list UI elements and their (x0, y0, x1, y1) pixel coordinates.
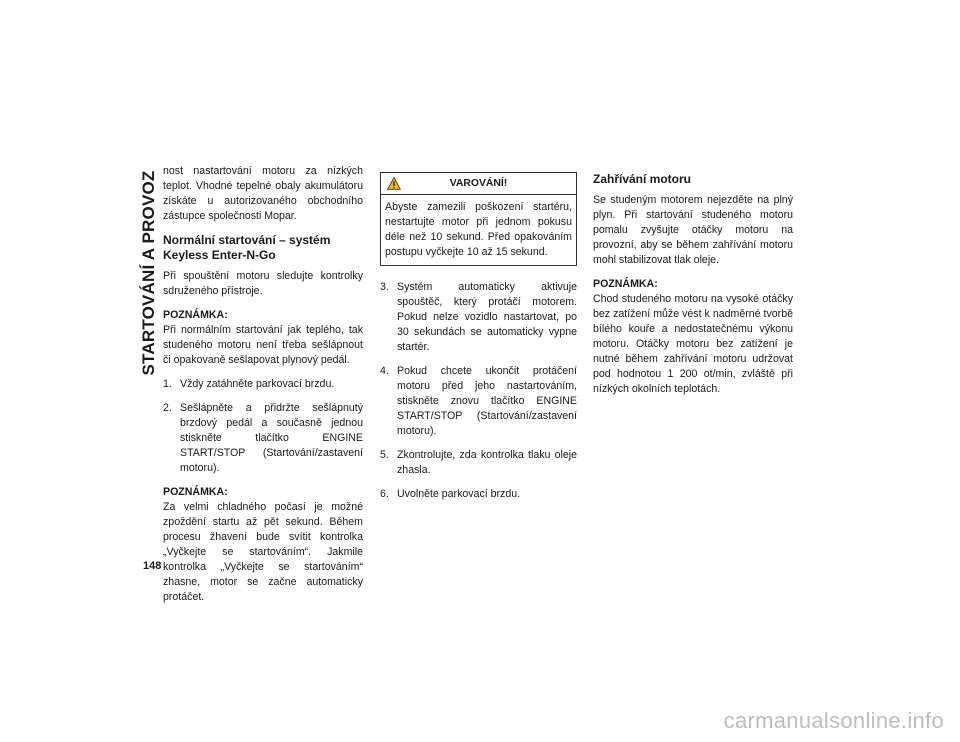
warning-title: VAROVÁNÍ! (449, 178, 508, 189)
list-item (163, 377, 363, 392)
step-text: Pokud chcete ukončit protáčení motoru před jeho nastartováním, stiskněte znovu tlačítko ENGINE START/STOP (Startování/zastavení motoru). (397, 365, 577, 437)
column-middle (380, 164, 577, 511)
step-number: 2. (163, 402, 172, 414)
list-item (380, 364, 577, 439)
note-3-label: POZNÁMKA: (593, 278, 658, 290)
warning-header (381, 173, 576, 195)
heading-normal-start: Normální startování – systém Keyless Enter-N-Go (163, 233, 331, 262)
note-1 (163, 308, 363, 368)
note-2 (163, 485, 363, 605)
list-item (380, 280, 577, 355)
page-number: 148 (143, 560, 162, 572)
step-number: 6. (380, 488, 389, 500)
steps-list-middle (380, 280, 577, 502)
section-title-text: STARTOVÁNÍ A PROVOZ (139, 170, 158, 376)
note-3-text: Chod studeného motoru na vysoké otáčky bez zatížení může vést k nadměrné tvorbě bílého kouře a nedostatečnému výkonu motoru. Otáčky motoru bez zatížení je nutné během zahřívání motoru udržovat pod hodnotou 1 200 ot/min, zvláště při nízkých okolních teplotách. (593, 293, 793, 395)
step-text: Vždy zatáhněte parkovací brzdu. (180, 378, 335, 390)
column-left (163, 164, 363, 614)
step-number: 4. (380, 365, 389, 377)
warning-triangle-icon (387, 177, 401, 190)
intro-paragraph: nost nastartování motoru za nízkých teplot. Vhodné tepelné obaly akumulátoru získáte u autorizovaného obchodního zástupce společnosti Mopar. (163, 165, 363, 222)
steps-list-left (163, 377, 363, 476)
step-text: Uvolněte parkovací brzdu. (397, 488, 521, 500)
note-2-label: POZNÁMKA: (163, 486, 228, 498)
heading-warmup: Zahřívání motoru (593, 172, 692, 186)
list-item (380, 487, 577, 502)
column-right (593, 164, 793, 406)
step-number: 1. (163, 378, 172, 390)
step-text: Systém automaticky aktivuje spouštěč, který protáčí motorem. Pokud nelze vozidlo nastartovat, po 30 sekundách se automaticky vypne startér. (397, 281, 577, 353)
list-item (380, 448, 577, 478)
section-side-title (137, 168, 161, 378)
step-number: 3. (380, 281, 389, 293)
step-text: Zkontrolujte, zda kontrolka tlaku oleje zhasla. (397, 449, 577, 476)
warning-box (380, 172, 577, 266)
note-2-text: Za velmi chladného počasí je možné zpoždění startu až pět sekund. Během procesu žhavení bude svítit kontrolka „Vyčkejte se startováním“. Jakmile kontrolka „Vyčkejte se startováním“ zhasne, motor se začne automaticky protáčet. (163, 501, 363, 603)
step-text: Sešlápněte a přidržte sešlápnutý brzdový pedál a současně jednou stiskněte tlačítko ENGINE START/STOP (Startování/zastavení motoru). (180, 402, 363, 474)
step-number: 5. (380, 449, 389, 461)
warning-text: Abyste zamezili poškození startéru, nestartujte motor při jednom pokusu déle než 10 sekund. Před opakováním postupu vyčkejte 10 až 15 sekund. (385, 201, 572, 258)
list-item (163, 401, 363, 476)
paragraph-indicators: Při spouštění motoru sledujte kontrolky sdruženého přístroje. (163, 270, 363, 297)
note-3 (593, 277, 793, 397)
note-1-label: POZNÁMKA: (163, 309, 228, 321)
watermark: carmanualsonline.info (723, 708, 944, 733)
note-1-text: Při normálním startování jak teplého, tak studeného motoru není třeba sešlápnout či opakovaně sešlapovat plynový pedál. (163, 324, 363, 366)
paragraph-warmup: Se studeným motorem nejezděte na plný plyn. Při startování studeného motoru pomalu zvyšujte otáčky motoru na provozní, aby se během zahřívání motoru mohl stabilizovat tlak oleje. (593, 194, 793, 266)
